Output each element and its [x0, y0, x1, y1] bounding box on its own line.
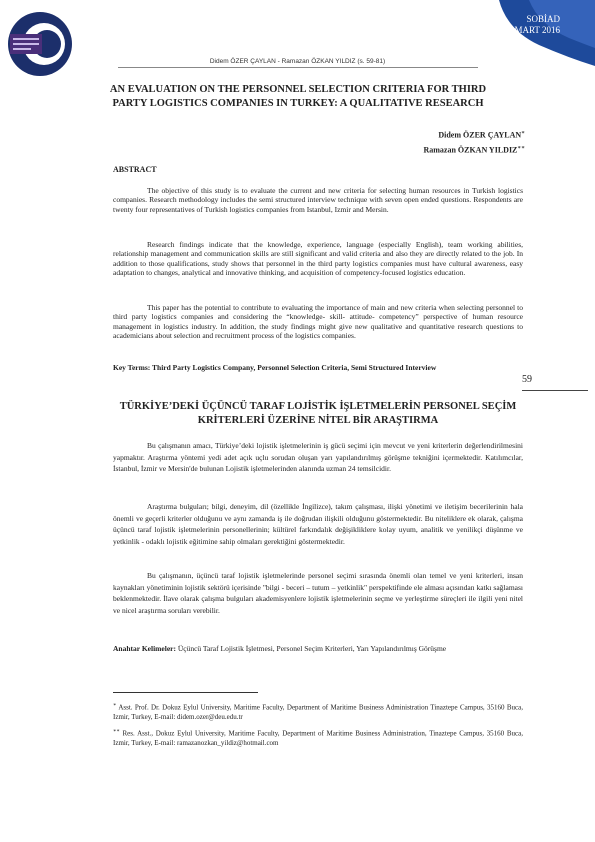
footnote-2-mark: ∗∗	[113, 729, 120, 734]
author-1-mark: ∗	[521, 130, 525, 136]
abstract-heading: ABSTRACT	[113, 165, 157, 174]
journal-name: SOBİAD	[526, 14, 560, 24]
keywords-text: Üçüncü Taraf Lojistik İşletmesi, Personel Seçim Kriterleri, Yarı Yapılandırılmış Görüşme	[175, 644, 447, 653]
author-2: Ramazan ÖZKAN YILDIZ∗∗	[423, 144, 525, 155]
abstract-paragraph-2: Research findings indicate that the knowledge, experience, language (especially English), team working abilities, relationship management and communication skills are still significant and valid criteria and also they are directly related to the job. In addition to those qualifications, study shows that personnel in the third party logistics companies must have cultural awareness, easy adaptation to changes, analytical and innovative thinking, and acquisition of competency-focused logistics education.	[113, 240, 523, 277]
turkish-paragraph-2: Araştırma bulguları; bilgi, deneyim, dil (özellikle İngilizce), takım çalışması, ilişki yönetimi ve iletişim becerilerinin hala önemli ve geçerli kriterler olduğunu ve aynı zamanda iş ile doğrudan ilişkili olduğunu göstermektedir. Bu niteliklere ek olarak, çalışma üçüncü taraf lojistik işletmelerinin personellerinin; kültürel farkındalık değişikliklere kolay uyum, analitik ve yenilikçi düşünme ve yetkinlik - odaklı lojistik eğitimine sahip olmaları gerektiğini göstermektedir.	[113, 502, 523, 546]
author-1: Didem ÖZER ÇAYLAN∗	[438, 130, 525, 140]
running-head: Didem ÖZER ÇAYLAN - Ramazan ÖZKAN YILDIZ (s. 59-81)	[209, 58, 386, 65]
turkish-paragraph-3: Bu çalışmanın, üçüncü taraf lojistik işletmelerinde personel seçimi sırasında önemli olan temel ve yeni kriterleri, insan kaynakları yönetiminin lojistik sektörü içerisinde "bilgi - beceri – tutum – yetkinlik" perspektifinde ele alması açısından katkı sağlaması beklenmektedir. İlave olarak çalışma bulguları akademisyenlere lojistik işletmelerinin seçme ve yerleştirme süreçleri ile ilgili yeni nitel ve nicel araştırma soruları verebilir.	[113, 571, 523, 615]
author-block	[423, 127, 525, 156]
key-terms: Key Terms: Third Party Logistics Company, Personnel Selection Criteria, Semi Structured Interview	[113, 363, 437, 372]
abstract-paragraph-1: The objective of this study is to evaluate the current and new criteria for selecting human resources in Turkish logistics companies. Research methodology includes the semi structured interview technique with seven open ended questions. Respondents are twenty four representatives of Turkish logistics companies from Istanbul, Izmir and Mersin.	[113, 186, 523, 214]
running-head-rule	[118, 67, 478, 68]
turkish-title: TÜRKİYE’DEKİ ÜÇÜNCÜ TARAF LOJİSTİK İŞLETMELERİN PERSONEL SEÇİM KRİTERLERİ ÜZERİNE NİTEL BİR ARAŞTIRMA	[119, 401, 517, 426]
journal-logo	[0, 10, 76, 78]
abstract-paragraph-3: This paper has the potential to contribute to evaluating the importance of main and new criteria when selecting personnel to third party logistics companies and considering the “knowledge- skill- attitude- competency” perspective of human resource management in logistics industry. In addition, the study findings might give new qualitative and quantitative research questions to academicians about selection and recruitment process of the logistics companies.	[113, 303, 523, 340]
turkish-paragraph-1: Bu çalışmanın amacı, Türkiye’deki lojistik işletmelerinin iş gücü seçimi için mevcut ve yeni kriterlerin değerlendirilmesini yapmaktır. Araştırma yöntemi yedi adet açık uçlu sorudan oluşan yarı yapılandırılmış görüşme tekniğini içermektedir. Katılımcılar, İstanbul, İzmir ve Mersin'de bulunan Lojistik işletmelerinden alanında uzman 24 temsilcidir.	[113, 441, 523, 473]
footnote-2: ∗∗ Res. Asst., Dokuz Eylul University, Maritime Faculty, Department of Maritime Business Administration, Tinaztepe Campus, 35160 Buca, Izmir, Turkey, E-mail: ramazanozkan_yildiz@hotmail.com	[113, 729, 523, 747]
corner-badge-text	[514, 14, 560, 36]
footnote-1: ∗ Asst. Prof. Dr. Dokuz Eylul University, Maritime Faculty, Department of Maritime Business Administration Tinaztepe Campus, 35160 Buca, Izmir, Turkey, E-mail: didem.ozer@deu.edu.tr	[113, 703, 523, 721]
page-number: 59	[522, 374, 532, 385]
keywords-label: Anahtar Kelimeler:	[113, 644, 176, 653]
page-number-rule	[522, 390, 588, 391]
footnote-1-mark: ∗	[113, 703, 117, 708]
issue-date: MART 2016	[514, 25, 560, 35]
author-2-mark: ∗∗	[517, 144, 525, 151]
turkish-keywords	[113, 643, 523, 655]
footnote-rule	[113, 692, 258, 693]
paper-title: AN EVALUATION ON THE PERSONNEL SELECTION CRITERIA FOR THIRD PARTY LOGISTICS COMPANIES IN TURKEY: A QUALITATIVE RESEARCH	[109, 84, 487, 109]
